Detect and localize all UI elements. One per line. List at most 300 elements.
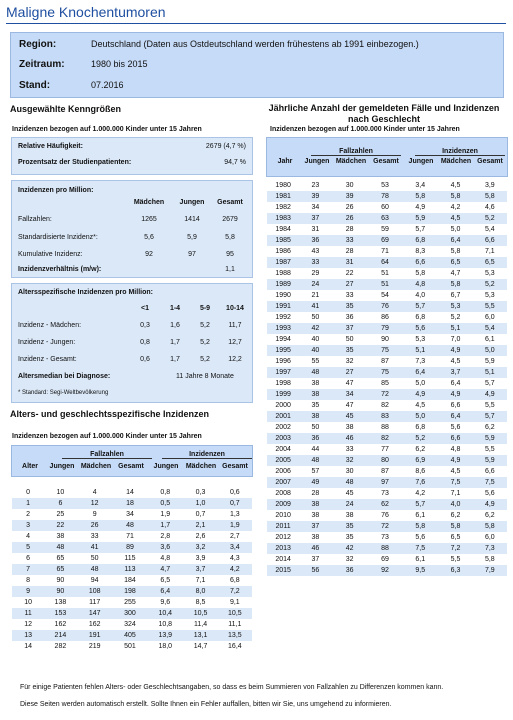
jahr-row-cell: 21 — [311, 292, 320, 299]
jahr-row-cell: 69 — [381, 556, 389, 563]
jahr-row-key: 1997 — [267, 367, 299, 378]
jahr-row-cell: 63 — [368, 213, 402, 224]
alter-cell: 11,7 — [228, 322, 242, 329]
jahr-row-cell: 33 — [345, 292, 354, 299]
jahr-row-cell: 7,9 — [473, 565, 507, 576]
jahr-row-cell: 36 — [299, 235, 331, 246]
jahr-row-cell: 24 — [299, 279, 331, 290]
jahr-row-cell: 31 — [332, 257, 368, 268]
jahr-row-key: 2002 — [275, 424, 291, 431]
jahr-row-cell: 5,2 — [402, 433, 438, 444]
footer-note-2: Diese Seiten werden automatisch erstellt. Sollte Ihnen ein Fehler auffallen, bitten wir Sie, uns umgehend zu informieren. — [20, 701, 392, 708]
ag-row-cell: 65 — [44, 564, 76, 575]
alter-col: 5-9 — [199, 305, 211, 312]
ag-row-cell: 0,7 — [195, 511, 206, 518]
jahr-row-cell: 4,5 — [450, 468, 461, 475]
jahr-row-cell: 7,1 — [484, 248, 495, 255]
ag-col: Mädchen — [185, 463, 217, 470]
jahr-row-cell: 3,9 — [484, 182, 495, 189]
jahr-row-key: 2015 — [267, 565, 299, 576]
jahr-row-cell: 46 — [299, 543, 331, 554]
ag-row-cell: 16,4 — [228, 643, 242, 650]
ag-row-cell: 10 — [56, 489, 65, 496]
ag-row-cell: 89 — [113, 542, 147, 553]
jahr-row — [267, 323, 507, 334]
ag-row-cell: 6,5 — [160, 577, 171, 584]
alter-cell: 5,2 — [200, 339, 210, 346]
jahr-row-cell: 9,5 — [402, 565, 438, 576]
ag-row-cell: 65 — [56, 555, 65, 562]
ag-row-cell: 7,1 — [195, 577, 206, 584]
ag-col: Mädchen — [80, 463, 112, 470]
jahr-row — [267, 279, 507, 290]
ag-row-cell: 162 — [88, 621, 101, 628]
pm-cell: 95 — [226, 251, 234, 258]
jahr-row-cell: 6,2 — [450, 512, 461, 519]
alter-cell: 1,6 — [170, 322, 180, 329]
jahr-table — [267, 180, 507, 576]
jahr-row-key: 2010 — [275, 512, 291, 519]
jahr-row-cell: 4,9 — [402, 389, 438, 400]
jahr-row — [267, 499, 507, 510]
pm-col-maedchen: Mädchen — [133, 199, 165, 206]
ag-row-cell: 115 — [124, 555, 136, 562]
alter-cell: 5,2 — [200, 322, 210, 329]
ag-row-cell: 3,6 — [147, 542, 183, 553]
jahr-row-cell: 6,0 — [484, 534, 495, 541]
jahr-row-cell: 5,9 — [484, 358, 495, 365]
jahr-row-cell: 6,8 — [402, 235, 438, 246]
jahr-row-cell: 28 — [311, 490, 320, 497]
ag-row-cell: 8,0 — [183, 586, 217, 597]
jahr-row-cell: 4,9 — [438, 345, 472, 356]
jahr-row-cell: 55 — [311, 358, 320, 365]
ag-row-cell: 13,9 — [147, 630, 183, 641]
jahr-col: Gesamt — [373, 158, 399, 165]
jahr-row-cell: 87 — [381, 358, 389, 365]
ag-row-cell: 0,8 — [160, 489, 171, 496]
ag-row-cell: 113 — [113, 564, 147, 575]
jahr-row-cell: 4,9 — [438, 389, 472, 400]
jahr-row-cell: 5,3 — [484, 292, 495, 299]
jahr-col: Jungen — [304, 158, 330, 165]
jahr-row — [267, 444, 507, 455]
jahr-row-cell: 38 — [299, 389, 331, 400]
jahr-row-cell: 4,8 — [450, 446, 461, 453]
ag-row-cell: 117 — [89, 599, 101, 606]
ag-col: Gesamt — [118, 463, 144, 470]
jahr-row-cell: 22 — [345, 270, 354, 277]
jahr-row-cell: 5,8 — [402, 191, 438, 202]
ag-row-cell: 10,4 — [147, 608, 183, 619]
ag-row-cell: 9,6 — [160, 599, 171, 606]
jahr-row — [267, 565, 507, 576]
jahr-row — [267, 235, 507, 246]
ag-row-key: 11 — [12, 608, 44, 619]
jahr-row-cell: 5,6 — [402, 323, 438, 334]
ag-row-key: 7 — [12, 564, 44, 575]
ag-row-cell: 4,8 — [160, 555, 171, 562]
jahr-row-cell: 5,2 — [450, 314, 461, 321]
jahr-row-cell: 5,2 — [473, 213, 507, 224]
jahr-row-cell: 6,2 — [484, 512, 495, 519]
ag-row-cell: 14,7 — [193, 643, 208, 650]
ag-row-cell: 198 — [113, 586, 147, 597]
jahr-row-cell: 6,3 — [438, 565, 472, 576]
jahr-row-cell: 51 — [381, 270, 389, 277]
jahr-row-key: 2003 — [267, 433, 299, 444]
jahr-row-cell: 38 — [345, 512, 354, 519]
stand-label: Stand: — [19, 80, 51, 91]
jahr-row-cell: 6,6 — [402, 257, 438, 268]
jahr-row-cell: 5,8 — [438, 279, 472, 290]
pm-cell: 97 — [188, 251, 196, 258]
jahr-row-key: 2005 — [267, 455, 299, 466]
jahr-row-cell: 37 — [299, 213, 331, 224]
ag-row-cell: 4 — [92, 489, 97, 496]
jahr-row-key: 2006 — [275, 468, 291, 475]
jahr-row-cell: 4,9 — [438, 455, 472, 466]
ag-row — [12, 487, 252, 498]
jahr-row-cell: 37 — [311, 556, 320, 563]
pm-row-label: Fallzahlen: — [18, 216, 52, 223]
jahr-row — [267, 290, 507, 301]
zeitraum-value: 1980 bis 2015 — [91, 59, 148, 69]
jahr-row-key: 1981 — [267, 191, 299, 202]
jahr-row-cell: 72 — [368, 389, 402, 400]
jahr-row-cell: 37 — [299, 521, 331, 532]
jahr-row — [267, 422, 507, 433]
jahr-row-cell: 36 — [332, 565, 368, 576]
ag-row-cell: 4,3 — [229, 555, 240, 562]
ag-row-cell: 4,7 — [147, 564, 183, 575]
jahr-row — [267, 389, 507, 400]
jahr-row-cell: 35 — [332, 521, 368, 532]
jahr-row-cell: 5,4 — [484, 226, 495, 233]
ag-table — [12, 487, 252, 652]
jahr-row-cell: 7,2 — [438, 543, 472, 554]
jahr-row — [267, 312, 507, 323]
ag-row — [12, 520, 252, 531]
jahr-row-cell: 7,3 — [415, 358, 426, 365]
jahr-row-cell: 75 — [368, 367, 402, 378]
jahr-row-cell: 6,8 — [415, 424, 426, 431]
jahr-row-cell: 39 — [332, 191, 368, 202]
jahr-row — [267, 510, 507, 521]
jahr-row — [267, 488, 507, 499]
jahr-row-cell: 29 — [311, 270, 320, 277]
jahr-row-key: 1983 — [267, 213, 299, 224]
jahr-row-cell: 4,2 — [450, 204, 461, 211]
ag-col: Gesamt — [222, 463, 248, 470]
jahr-row-cell: 6,2 — [484, 424, 495, 431]
ag-row-cell: 10,8 — [158, 621, 173, 628]
ag-row-cell: 10,5 — [218, 608, 252, 619]
jahr-row-key: 2012 — [275, 534, 291, 541]
ag-row-cell: 162 — [54, 621, 67, 628]
pm-row-label: Kumulative Inzidenz: — [18, 251, 83, 258]
ag-row — [12, 542, 252, 553]
jahr-row-cell: 7,5 — [402, 543, 438, 554]
jahr-row-cell: 32 — [345, 556, 354, 563]
alter-cell: 5,2 — [200, 356, 210, 363]
jahr-row-cell: 43 — [311, 248, 320, 255]
jahr-row-cell: 6,4 — [438, 235, 472, 246]
pm-cell: 1414 — [184, 216, 200, 223]
ag-row-cell: 18 — [113, 498, 147, 509]
ag-row-cell: 2,8 — [160, 533, 171, 540]
jahr-row-cell: 5,9 — [473, 433, 507, 444]
jahr-row-cell: 5,6 — [450, 424, 461, 431]
ag-row-key: 1 — [12, 498, 44, 509]
jahr-row-cell: 35 — [345, 534, 354, 541]
ag-row-cell: 48 — [113, 520, 147, 531]
pm-col-jungen: Jungen — [179, 199, 205, 206]
jahr-row-cell: 6,5 — [473, 257, 507, 268]
jahr-col: Jungen — [408, 158, 434, 165]
jahr-row-cell: 6,6 — [484, 468, 495, 475]
jahr-row-cell: 5,0 — [473, 345, 507, 356]
ag-subheading: Inzidenzen bezogen auf 1.000.000 Kinder unter 15 Jahren — [12, 433, 202, 440]
jahr-row-cell: 4,9 — [473, 389, 507, 400]
jahr-row-key: 1985 — [267, 235, 299, 246]
jahr-row-cell: 48 — [299, 455, 331, 466]
jahr-row-cell: 27 — [332, 367, 368, 378]
jahr-row-cell: 5,3 — [415, 336, 426, 343]
ag-row-cell: 33 — [90, 533, 99, 540]
ag-col: Jungen — [153, 463, 179, 470]
jahr-row-cell: 82 — [381, 402, 389, 409]
ag-row-cell: 2,7 — [229, 533, 240, 540]
ag-row-cell: 90 — [44, 586, 76, 597]
jahr-row-cell: 48 — [299, 367, 331, 378]
jahr-row-cell: 88 — [368, 543, 402, 554]
jahr-row-key: 1988 — [275, 270, 291, 277]
ag-row-cell: 108 — [77, 586, 113, 597]
jahr-row-cell: 42 — [332, 543, 368, 554]
zeitraum-label: Zeitraum: — [19, 59, 65, 70]
jahr-row-cell: 5,0 — [415, 380, 426, 387]
jahr-row-cell: 80 — [368, 455, 402, 466]
ag-row-cell: 7,2 — [218, 586, 252, 597]
jahr-row — [267, 543, 507, 554]
info-box — [10, 32, 504, 98]
jahr-row-cell: 4,9 — [415, 204, 426, 211]
pm-cell: 1265 — [141, 216, 157, 223]
ag-row-cell: 255 — [124, 599, 136, 606]
jahr-row-key: 1999 — [267, 389, 299, 400]
jahr-row-key: 2009 — [267, 499, 299, 510]
jahr-row-key: 2000 — [275, 402, 291, 409]
alter-title: Altersspezifische Inzidenzen pro Million: — [18, 289, 153, 296]
jahr-row-cell: 5,1 — [473, 367, 507, 378]
jahr-row-cell: 5,8 — [438, 191, 472, 202]
jahr-row-key: 1998 — [275, 380, 291, 387]
ag-row-cell: 4,2 — [218, 564, 252, 575]
alter-cell: 12,7 — [228, 339, 242, 346]
jahr-heading-line2: nach Geschlecht — [347, 114, 421, 124]
kenn-panel — [11, 137, 253, 175]
rel-label: Relative Häufigkeit: — [18, 143, 83, 150]
ag-row-cell: 0,7 — [218, 498, 252, 509]
jahr-row-cell: 38 — [299, 499, 331, 510]
alter-row-label: Inzidenz - Jungen: — [18, 339, 76, 346]
jahr-row-cell: 32 — [332, 455, 368, 466]
jahr-row-cell: 5,8 — [438, 521, 472, 532]
jahr-row-cell: 5,3 — [484, 270, 495, 277]
ag-row-cell: 3,4 — [218, 542, 252, 553]
pm-col-gesamt: Gesamt — [217, 199, 243, 206]
jahr-row-cell: 97 — [368, 477, 402, 488]
jahr-col-jahr: Jahr — [277, 158, 293, 165]
ag-table-header — [11, 445, 253, 477]
ag-row-key: 4 — [26, 533, 31, 540]
ag-row-cell: 10,5 — [183, 608, 217, 619]
jahr-row-key: 1980 — [275, 182, 291, 189]
jahr-row-cell: 7,6 — [402, 477, 438, 488]
ag-row — [12, 531, 252, 542]
ag-row-cell: 22 — [44, 520, 76, 531]
jahr-row-cell: 4,0 — [438, 499, 472, 510]
ag-row — [12, 564, 252, 575]
median-label: Altersmedian bei Diagnose: — [18, 373, 111, 380]
jahr-row — [267, 356, 507, 367]
ag-row-cell: 11,4 — [193, 621, 208, 628]
jahr-row-cell: 5,9 — [473, 455, 507, 466]
pm-cell: 92 — [145, 251, 153, 258]
jahr-row-cell: 6,6 — [438, 433, 472, 444]
jahr-row-cell: 6,4 — [450, 380, 461, 387]
ag-row-cell: 26 — [77, 520, 113, 531]
jahr-col: Mädchen — [335, 158, 367, 165]
jahr-table-header — [266, 137, 508, 177]
alter-cell: 0,3 — [140, 322, 150, 329]
ag-heading: Alters- und geschlechtsspezifische Inzidenzen — [10, 409, 210, 419]
ag-row-cell: 50 — [90, 555, 99, 562]
jahr-row-cell: 60 — [381, 204, 389, 211]
jahr-row-cell: 30 — [345, 468, 354, 475]
ag-row-cell: 214 — [44, 630, 76, 641]
ag-row-key: 8 — [26, 577, 31, 584]
ag-row-cell: 90 — [56, 577, 65, 584]
jahr-row-cell: 5,8 — [415, 270, 426, 277]
jahr-row-cell: 34 — [332, 389, 368, 400]
jahr-row-cell: 5,2 — [473, 279, 507, 290]
jahr-row-cell: 3,4 — [415, 182, 426, 189]
jahr-row-cell: 5,7 — [402, 499, 438, 510]
jahr-row-cell: 86 — [381, 314, 389, 321]
pm-ratio-label: Inzidenzverhältnis (m/w): — [18, 266, 102, 273]
jahr-row-cell: 57 — [311, 468, 320, 475]
jahr-row-cell: 85 — [381, 380, 389, 387]
jahr-row — [267, 477, 507, 488]
ag-row-cell: 14 — [126, 489, 134, 496]
jahr-col: Mädchen — [440, 158, 472, 165]
jahr-row-cell: 33 — [299, 257, 331, 268]
jahr-row-cell: 31 — [311, 226, 320, 233]
ag-row — [12, 619, 252, 630]
jahr-row-cell: 92 — [368, 565, 402, 576]
alter-cell: 1,7 — [170, 356, 180, 363]
jahr-row-cell: 64 — [368, 257, 402, 268]
pm-cell: 2679 — [222, 216, 238, 223]
ag-row — [12, 586, 252, 597]
jahr-row-cell: 7,3 — [473, 543, 507, 554]
alter-cell: 1,7 — [170, 339, 180, 346]
jahr-row-cell: 5,9 — [402, 213, 438, 224]
jahr-row — [267, 334, 507, 345]
jahr-row — [267, 257, 507, 268]
jahr-row — [267, 378, 507, 389]
jahr-row — [267, 180, 507, 191]
pm-row-label: Standardisierte Inzidenz*: — [18, 234, 98, 241]
jahr-row-cell: 5,3 — [438, 301, 472, 312]
jahr-row-cell: 75 — [368, 345, 402, 356]
ag-group-inzidenzen: Inzidenzen — [162, 451, 252, 459]
jahr-row-key: 1982 — [275, 204, 291, 211]
ag-row-key: 6 — [26, 555, 31, 562]
jahr-row-cell: 7,1 — [450, 490, 461, 497]
ag-row-cell: 191 — [77, 630, 113, 641]
alter-row-label: Inzidenz - Mädchen: — [18, 322, 82, 329]
jahr-row-cell: 87 — [381, 468, 389, 475]
jahr-row-cell: 28 — [345, 226, 354, 233]
ag-row — [12, 509, 252, 520]
jahr-row-cell: 5,5 — [450, 556, 461, 563]
jahr-row-cell: 4,7 — [450, 270, 461, 277]
jahr-row-key: 1991 — [267, 301, 299, 312]
ag-row-cell: 13,1 — [183, 630, 217, 641]
ag-row-cell: 2,6 — [195, 533, 206, 540]
jahr-row — [267, 345, 507, 356]
ag-row — [12, 641, 252, 652]
jahr-row-cell: 5,0 — [450, 226, 461, 233]
ag-row-key: 12 — [24, 621, 33, 628]
jahr-row-cell: 38 — [311, 534, 320, 541]
jahr-row-cell: 38 — [311, 380, 320, 387]
jahr-row-cell: 38 — [345, 424, 354, 431]
rel-value: 2679 (4,7 %) — [205, 143, 246, 150]
title-underline — [6, 23, 506, 24]
jahr-row-cell: 34 — [311, 204, 320, 211]
jahr-row-cell: 76 — [368, 301, 402, 312]
ag-row — [12, 575, 252, 586]
jahr-row-cell: 30 — [345, 182, 354, 189]
jahr-row-cell: 5,7 — [402, 301, 438, 312]
jahr-row-cell: 40 — [299, 345, 331, 356]
jahr-row-cell: 23 — [311, 182, 320, 189]
ag-row-key: 10 — [24, 599, 33, 606]
footer-note-1: Für einige Patienten fehlen Alters- oder Geschlechtsangaben, so dass es beim Summieren von Fallzahlen zu Differenzen kommen kann. — [20, 684, 444, 691]
median-value: 11 Jahre 8 Monate — [176, 373, 234, 380]
proz-label: Prozentsatz der Studienpatienten: — [18, 159, 132, 166]
jahr-row — [267, 202, 507, 213]
jahr-row-cell: 44 — [311, 446, 320, 453]
jahr-row-cell: 47 — [345, 380, 354, 387]
jahr-row-cell: 5,1 — [438, 323, 472, 334]
jahr-row-cell: 79 — [368, 323, 402, 334]
jahr-row-cell: 56 — [299, 565, 331, 576]
jahr-row-key: 1992 — [275, 314, 291, 321]
jahr-row-cell: 50 — [345, 336, 354, 343]
jahr-row-key: 2014 — [275, 556, 291, 563]
jahr-row-cell: 6,6 — [450, 402, 461, 409]
jahr-row-cell: 7,5 — [438, 477, 472, 488]
ag-row-key: 13 — [12, 630, 44, 641]
ag-row-cell: 1,7 — [147, 520, 183, 531]
jahr-row-cell: 5,7 — [415, 226, 426, 233]
jahr-row-cell: 77 — [381, 446, 389, 453]
